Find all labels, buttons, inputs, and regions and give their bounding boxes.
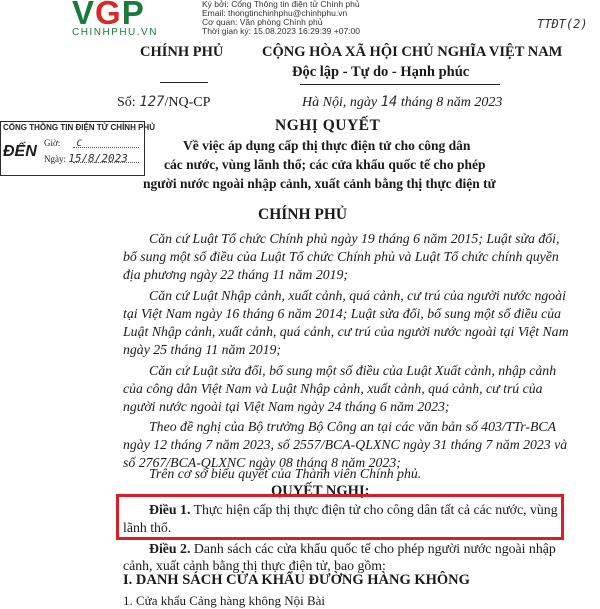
motto-underline xyxy=(300,84,500,85)
date-suffix: tháng 8 năm 2023 xyxy=(400,95,503,110)
preamble-line: Căn cứ Luật Nhập cảnh, xuất cảnh, quá cảnh, cư trú của người nước ngoài xyxy=(149,288,566,303)
cut-off-line: 1. Cửa khẩu Cảng hàng không Nội Bài xyxy=(123,593,326,608)
stamp-dotted-line xyxy=(73,162,139,163)
subject-line: các nước, vùng lãnh thổ; các cửa khẩu quốc tế cho phép xyxy=(164,157,486,172)
preamble-line: ngày 12 tháng 7 năm 2023, số 2557/BCA-QLXNC ngày 31 tháng 7 năm 2023 và xyxy=(123,437,568,452)
national-motto: Độc lập - Tự do - Hạnh phúc xyxy=(292,64,470,80)
document-type: NGHỊ QUYẾT xyxy=(275,117,381,134)
preamble-line: Căn cứ Luật sửa đổi, bổ sung một số điều của Luật Xuất cảnh, nhập cảnh xyxy=(149,363,557,378)
article-1-label: Điều 1. xyxy=(149,502,191,517)
section-heading: I. DANH SÁCH CỬA KHẨU ĐƯỜNG HÀNG KHÔNG xyxy=(123,572,470,588)
body-heading: CHÍNH PHỦ xyxy=(258,206,348,223)
stamp-gio-value: C xyxy=(76,139,82,149)
article-1-text: Thực hiện cấp thị thực điện tử cho công dân tất cả các nước, vùng xyxy=(193,502,558,517)
issuer-name: CHÍNH PHỦ xyxy=(140,44,224,60)
stamp-dotted-line xyxy=(73,147,139,148)
preamble-line: địa phương ngày 22 tháng 11 năm 2019; xyxy=(123,267,349,282)
received-stamp xyxy=(0,121,155,176)
preamble-line: của công dân Việt Nam và Luật Nhập cảnh, xuất cảnh, quá cảnh, cư trú của xyxy=(123,381,543,396)
document-date xyxy=(302,94,502,111)
subject-line: Về việc áp dụng cấp thị thực điện tử cho công dân xyxy=(183,138,471,153)
date-day: 14 xyxy=(380,94,398,110)
article-1-line: lãnh thổ. xyxy=(123,520,172,535)
signature-signer: Ký bởi: Cổng Thông tin điện tử Chính phủ xyxy=(202,0,360,9)
preamble-line: ngày 25 tháng 11 năm 2019; xyxy=(123,342,282,357)
resolution-heading: QUYẾT NGHỊ: xyxy=(271,483,370,499)
signature-email: Email: thongtinchinhphu@chinhphu.vn xyxy=(202,8,348,18)
nation-name: CỘNG HÒA XÃ HỘI CHỦ NGHĨA VIỆT NAM xyxy=(262,44,563,60)
corner-handwriting: TTĐT(2) xyxy=(537,17,588,31)
stamp-title: CỔNG THÔNG TIN ĐIỆN TỬ CHÍNH PHỦ xyxy=(3,123,155,132)
issuer-underline xyxy=(160,82,208,83)
vgp-logo: VGP xyxy=(72,0,145,31)
date-prefix: Hà Nội, ngày xyxy=(302,95,378,110)
preamble-line: số 2767/BCA-QLXNC ngày 08 tháng 8 năm 2023; xyxy=(123,455,401,470)
article-2-label: Điều 2. xyxy=(149,541,191,556)
preamble-line: Căn cứ Luật Tổ chức Chính phủ ngày 19 tháng 6 năm 2015; Luật sửa đổi, xyxy=(149,231,560,246)
number-suffix: /NQ-CP xyxy=(164,95,211,110)
vgp-logo-subtitle: CHINHPHU.VN xyxy=(72,27,158,38)
document-number xyxy=(117,94,210,111)
stamp-ngay-label: Ngày: xyxy=(44,154,66,164)
number-label: Số: xyxy=(117,95,136,110)
preamble-line: người nước ngoài tại Việt Nam ngày 24 tháng 6 năm 2023; xyxy=(123,399,450,414)
article-1-line xyxy=(149,502,558,518)
preamble-line: Trên cơ sở biểu quyết của Thành viên Chính phủ. xyxy=(149,466,422,481)
preamble-line: Luật Nhập cảnh, xuất cảnh, quá cảnh, cư trú của người nước ngoài tại Việt Nam xyxy=(123,324,569,339)
stamp-den-label: ĐẾN xyxy=(3,143,37,160)
number-value: 127 xyxy=(139,94,165,110)
stamp-gio-label: Giờ: xyxy=(44,138,61,148)
article-2-line: cảnh, xuất cảnh bằng thị thực điện tử, bao gồm: xyxy=(123,558,386,573)
stamp-ngay-value: 15/8/2023 xyxy=(68,152,128,165)
preamble-line: tại Việt Nam ngày 16 tháng 6 năm 2014; Luật sửa đổi, bổ sung một số điều của xyxy=(123,306,562,321)
subject-line: người nước ngoài nhập cảnh, xuất cảnh bằng thị thực điện tử xyxy=(143,176,496,191)
stamp-date-row xyxy=(44,152,128,165)
signature-time: Thời gian ký: 15.08.2023 16:29:39 +07:00 xyxy=(202,26,360,36)
preamble-line: Theo đề nghị của Bộ trưởng Bộ Công an tại các văn bản số 403/TTr-BCA xyxy=(149,419,557,434)
article-2-text: Danh sách các cửa khẩu quốc tế cho phép người nước ngoài nhập xyxy=(193,541,556,556)
article-2-line xyxy=(149,541,556,557)
preamble-line: bổ sung một số điều của Luật Tổ chức Chính phủ và Luật Tổ chức chính quyền xyxy=(123,249,559,264)
signature-agency: Cơ quan: Văn phòng Chính phủ xyxy=(202,17,323,27)
